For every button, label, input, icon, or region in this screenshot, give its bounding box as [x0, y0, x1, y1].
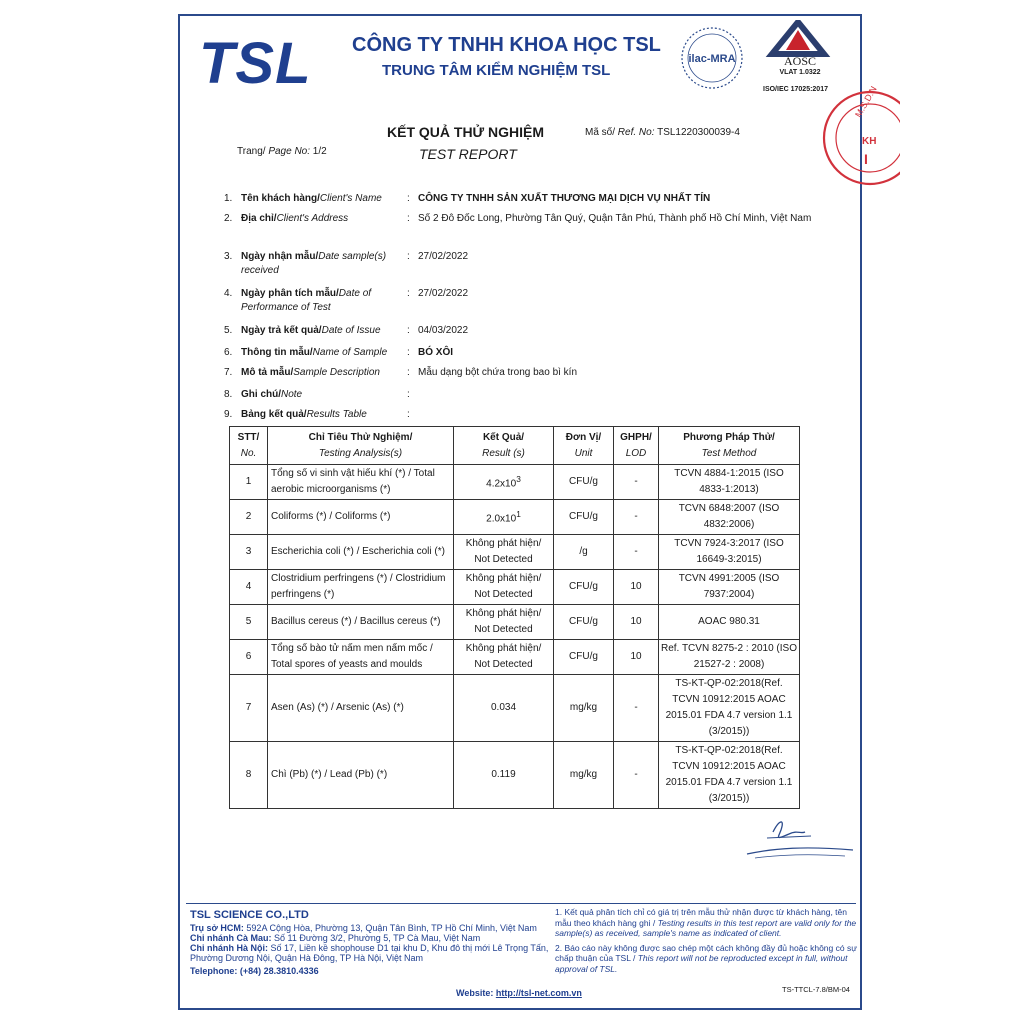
info-label-vi: Ngày nhận mẫu/ [241, 251, 319, 262]
cell-unit: CFU/g [554, 500, 614, 535]
aosc-text [762, 54, 838, 76]
sample-description: Mẫu dạng bột chứa trong bao bì kín [418, 367, 578, 378]
info-label-vi: Tên khách hàng/ [241, 193, 320, 204]
cell-analysis: Clostridium perfringens (*) / Clostridium perfringens (*) [268, 570, 454, 605]
cell-lod: - [614, 535, 659, 570]
svg-text:M.S.D.N: M.S.D.N [853, 84, 879, 119]
svg-text:I: I [864, 151, 868, 167]
cell-result: 0.119 [454, 742, 554, 809]
cell-result: $2.0x10^1$ [454, 500, 554, 535]
page-label-vi: Trang/ [237, 146, 266, 157]
cell-analysis: Chì (Pb) (*) / Lead (Pb) (*) [268, 742, 454, 809]
col-header-result: Kết Quả/ Result (s) [454, 427, 554, 465]
info-label-en: Date of Issue [321, 325, 381, 336]
cell-method: Ref. TCVN 8275-2 : 2010 (ISO 21527-2 : 2008) [659, 640, 800, 675]
col-header-lod: GHPH/ LOD [614, 427, 659, 465]
ref-label-en: Ref. No: [617, 127, 655, 138]
footer-hanoi: Chi nhánh Hà Nội: Số 17, Liền kề shophouse D1 tại khu D, Khu đô thị mới Lê Trọng Tấn, Phường Dương Nội, Quận Hà Đông, TP Hà Nội, Việt Nam [190, 943, 549, 963]
table-row [230, 500, 800, 535]
cell-no: 8 [230, 742, 268, 809]
red-stamp-icon [820, 78, 900, 198]
cell-method: TCVN 7924-3:2017 (ISO 16649-3:2015) [659, 535, 800, 570]
table-row [230, 742, 800, 809]
iso-label: ISO/IEC 17025:2017 [763, 86, 828, 93]
col-header-method: Phương Pháp Thử/ Test Method [659, 427, 800, 465]
form-code: TS-TTCL-7.8/BM-04 [782, 985, 850, 994]
cell-method: TS-KT-QP-02:2018(Ref. TCVN 10912:2015 AOAC 2015.01 FDA 4.7 version 1.1 (3/2015)) [659, 675, 800, 742]
info-label-en: Client's Name [319, 193, 382, 204]
col-header-unit: Đơn Vị/ Unit [554, 427, 614, 465]
table-header-row [230, 427, 800, 465]
report-title-vi: KẾT QUẢ THỬ NGHIỆM [387, 124, 545, 140]
sample-name: BÓ XÔI [418, 347, 454, 358]
cell-unit: CFU/g [554, 605, 614, 640]
info-num: 1. [224, 193, 233, 204]
cell-analysis: Bacillus cereus (*) / Bacillus cereus (*) [268, 605, 454, 640]
results-table [229, 426, 800, 809]
cell-lod: 10 [614, 640, 659, 675]
footer-phone: Telephone: (+84) 28.3810.4336 [190, 966, 319, 976]
cell-lod: 10 [614, 570, 659, 605]
cell-unit: CFU/g [554, 465, 614, 500]
cell-no: 3 [230, 535, 268, 570]
table-row [230, 675, 800, 742]
ilac-mra-logo-icon [680, 26, 744, 90]
tsl-logo: TSL [199, 31, 312, 96]
cell-result: Không phát hiện/ Not Detected [454, 535, 554, 570]
ref-number [585, 127, 740, 138]
cell-result: Không phát hiện/ Not Detected [454, 570, 554, 605]
table-row [230, 640, 800, 675]
footer-contact [190, 910, 552, 976]
ref-label-vi: Mã số/ [585, 127, 616, 138]
info-label-vi: Mô tả mẫu/ [241, 367, 294, 378]
page-label-en: Page No: [268, 146, 311, 157]
info-label-vi: Thông tin mẫu/ [241, 347, 313, 358]
info-label-en: Results Table [306, 409, 367, 420]
cell-lod: - [614, 465, 659, 500]
cell-lod: - [614, 742, 659, 809]
svg-text:KH: KH [862, 136, 877, 147]
cell-no: 5 [230, 605, 268, 640]
cell-lod: 10 [614, 605, 659, 640]
table-row [230, 535, 800, 570]
footer-note-2: 2. Báo cáo này không được sao chép một cách không đầy đủ hoặc không có sự chấp thuận của TSL / This report will not be reproducted except in full, without approval of TSL. [555, 942, 857, 974]
client-address: Số 2 Đô Đốc Long, Phường Tân Quý, Quận Tân Phú, Thành phố Hồ Chí Minh, Việt Nam [418, 213, 812, 224]
cell-method: TS-KT-QP-02:2018(Ref. TCVN 10912:2015 AOAC 2015.01 FDA 4.7 version 1.1 (3/2015)) [659, 742, 800, 809]
info-label-vi: Bảng kết quả/ [241, 409, 307, 420]
cell-analysis: Tổng số bào tử nấm men nấm mốc / Total spores of yeasts and moulds [268, 640, 454, 675]
info-num: 6. [224, 347, 233, 358]
info-label-en: Note [281, 389, 303, 400]
cell-result: $4.2x10^3$ [454, 465, 554, 500]
table-row [230, 465, 800, 500]
cell-no: 2 [230, 500, 268, 535]
info-num: 8. [224, 389, 233, 400]
footer-camau: Chi nhánh Cà Mau: Số 11 Đường 3/2, Phường 5, TP Cà Mau, Việt Nam [190, 933, 481, 943]
footer-notes [555, 907, 859, 978]
client-name: CÔNG TY TNHH SẢN XUẤT THƯƠNG MẠI DỊCH VỤ NHẤT TÍN [418, 193, 711, 204]
cell-method: TCVN 6848:2007 (ISO 4832:2006) [659, 500, 800, 535]
date-received: 27/02/2022 [418, 251, 469, 262]
table-row [230, 570, 800, 605]
cell-lod: - [614, 675, 659, 742]
cell-analysis: Coliforms (*) / Coliforms (*) [268, 500, 454, 535]
cell-result: 0.034 [454, 675, 554, 742]
info-num: 5. [224, 325, 233, 336]
ref-value: TSL1220300039-4 [657, 127, 740, 138]
cell-method: AOAC 980.31 [659, 605, 800, 640]
signature-icon [745, 812, 855, 864]
info-label-en: Date of Performance of Test [241, 288, 372, 313]
cell-result: Không phát hiện/ Not Detected [454, 605, 554, 640]
footer-note-1: 1. Kết quả phân tích chỉ có giá trị trên mẫu thử nhận được từ khách hàng, tên mẫu theo khách hàng ghi / Testing results in this test report are valid only for the sample(s) as received, sample's name as indicated of client. [555, 907, 857, 938]
table-row [230, 605, 800, 640]
info-num: 2. [224, 213, 233, 224]
page-value: 1/2 [312, 146, 327, 157]
info-num: 9. [224, 409, 233, 420]
info-num: 7. [224, 367, 233, 378]
cell-analysis: Tổng số vi sinh vật hiếu khí (*) / Total aerobic microorganisms (*) [268, 465, 454, 500]
date-performance: 27/02/2022 [418, 288, 469, 299]
info-label-vi: Ngày trả kết quả/ [241, 325, 322, 336]
info-label-vi: Địa chỉ/ [241, 213, 277, 224]
col-header-no: STT/ No. [230, 427, 268, 465]
footer-company: TSL SCIENCE CO.,LTD [190, 909, 309, 921]
cell-unit: mg/kg [554, 675, 614, 742]
cell-lod: - [614, 500, 659, 535]
footer-hq: Trụ sở HCM: 592A Cộng Hòa, Phường 13, Quận Tân Bình, TP Hồ Chí Minh, Việt Nam [190, 923, 537, 933]
cell-unit: mg/kg [554, 742, 614, 809]
cell-method: TCVN 4991:2005 (ISO 7937:2004) [659, 570, 800, 605]
cell-unit: /g [554, 535, 614, 570]
cell-analysis: Escherichia coli (*) / Escherichia coli (*) [268, 535, 454, 570]
info-label-en: Name of Sample [312, 347, 388, 358]
page-number [237, 146, 327, 157]
aosc-label: AOSC [783, 54, 816, 68]
date-issue: 04/03/2022 [418, 325, 469, 336]
info-label-en: Date sample(s) received [241, 251, 387, 276]
info-label-vi: Ghi chú/ [241, 389, 281, 400]
col-header-analysis: Chỉ Tiêu Thử Nghiệm/ Testing Analysis(s) [268, 427, 454, 465]
cell-result: Không phát hiện/ Not Detected [454, 640, 554, 675]
info-label-en: Sample Description [293, 367, 380, 378]
cell-analysis: Asen (As) (*) / Arsenic (As) (*) [268, 675, 454, 742]
info-label-en: Client's Address [276, 213, 349, 224]
info-num: 3. [224, 251, 233, 262]
cell-unit: CFU/g [554, 640, 614, 675]
report-title-en: TEST REPORT [419, 146, 517, 162]
vlat-label: VLAT 1.0322 [779, 69, 821, 76]
cell-no: 1 [230, 465, 268, 500]
footer-website[interactable]: Website: http://tsl-net.com.vn [456, 988, 582, 998]
cell-method: TCVN 4884-1:2015 (ISO 4833-1:2013) [659, 465, 800, 500]
footer-divider [186, 903, 856, 904]
cell-no: 4 [230, 570, 268, 605]
cell-unit: CFU/g [554, 570, 614, 605]
info-label-vi: Ngày phân tích mẫu/ [241, 288, 339, 299]
cell-no: 7 [230, 675, 268, 742]
ilac-label: ilac-MRA [688, 53, 736, 65]
cell-no: 6 [230, 640, 268, 675]
center-name: TRUNG TÂM KIỂM NGHIỆM TSL [382, 62, 611, 79]
company-name: CÔNG TY TNHH KHOA HỌC TSL [352, 34, 661, 56]
info-num: 4. [224, 288, 233, 299]
